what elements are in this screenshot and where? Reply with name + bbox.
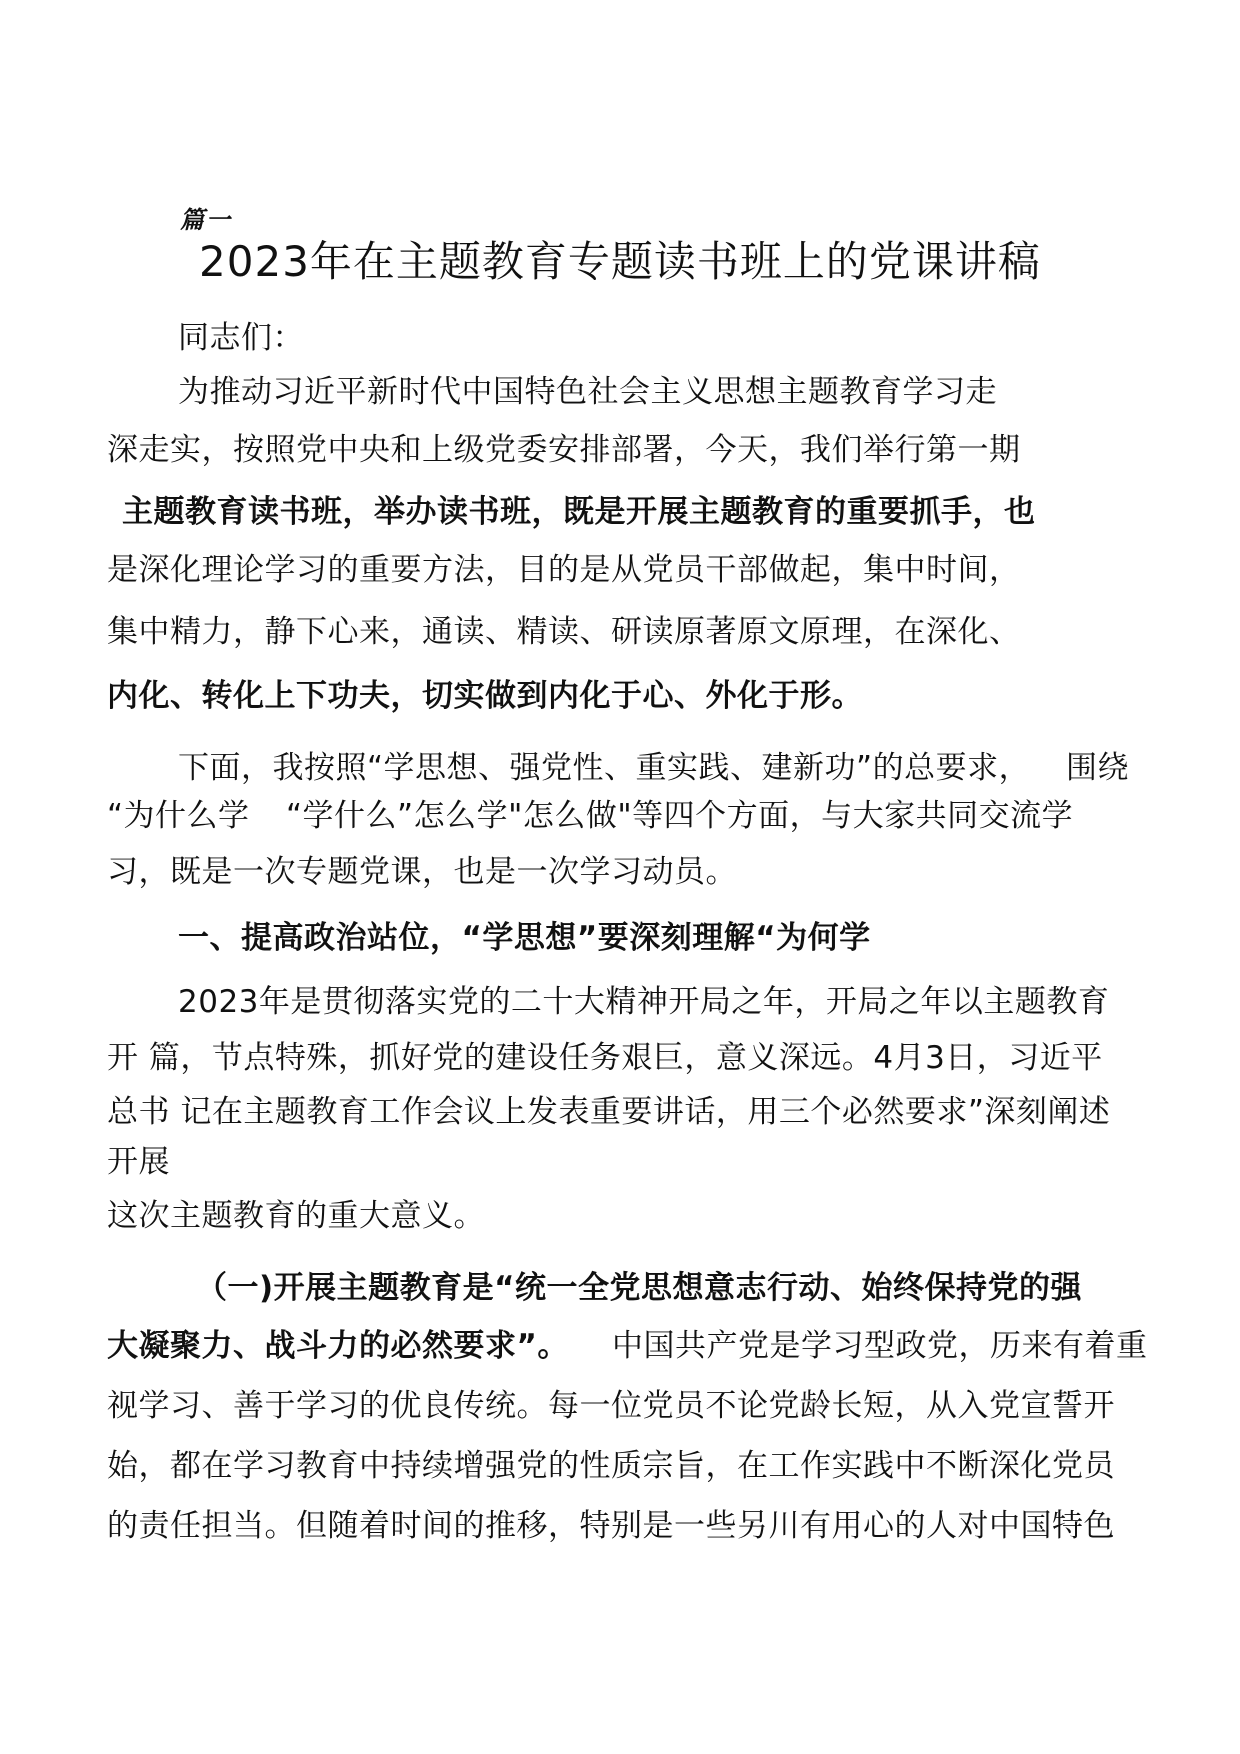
paragraph-line: “学什么”怎么学"怎么做"等四个方面，与大家共同交流学 xyxy=(286,798,1074,834)
paragraph-line: 这次主题教育的重大意义。 xyxy=(107,1198,485,1234)
paragraph-line: 深走实，按照党中央和上级党委安排部署，今天，我们举行第一期 xyxy=(107,432,1021,468)
paragraph-line: 围绕 xyxy=(1066,750,1129,786)
paragraph-line: 为推动习近平新时代中国特色社会主义思想主题教育学习走 xyxy=(178,374,997,410)
paragraph-line: 总书 记在主题教育工作会议上发表重要讲话，用三个必然要求”深刻阐述 xyxy=(107,1094,1111,1130)
document-title: 2023年在主题教育专题读书班上的党课讲稿 xyxy=(199,237,1041,286)
paragraph-line: 的责任担当。但随着时间的推移，特别是一些另川有用心的人对中国特色 xyxy=(107,1508,1115,1544)
paragraph-line: 习，既是一次专题党课，也是一次学习动员。 xyxy=(107,854,737,890)
paragraph-line: 是深化理论学习的重要方法，目的是从党员干部做起，集中时间， xyxy=(107,552,1021,588)
paragraph-line: 2023年是贯彻落实党的二十大精神开局之年，开局之年以主题教育 xyxy=(178,984,1110,1020)
paragraph-line: 中国共产党是学习型政党，历来有着重 xyxy=(612,1328,1148,1364)
paragraph-line: 开 篇，节点特殊，抓好党的建设任务艰巨，意义深远。4月3日，习近平 xyxy=(107,1040,1103,1076)
paragraph-line-bold: 主题教育读书班，举办读书班，既是开展主题教育的重要抓手，也 xyxy=(122,494,1036,530)
paragraph-line-bold: 大凝聚力、战斗力的必然要求”。 xyxy=(107,1328,569,1364)
paragraph-line: 始，都在学习教育中持续增强党的性质宗旨，在工作实践中不断深化党员 xyxy=(107,1448,1115,1484)
paragraph-line-bold: 内化、转化上下功夫，切实做到内化于心、外化于形。 xyxy=(107,678,863,714)
paragraph-line: “为什么学 xyxy=(107,798,250,834)
section-heading: 一、提高政治站位，“学思想”要深刻理解“为何学 xyxy=(178,920,871,956)
paragraph-line-bold: （一)开展主题教育是“统一全党思想意志行动、始终保持党的强 xyxy=(196,1270,1083,1306)
paragraph-line: 开展 xyxy=(107,1144,170,1180)
paragraph-line: 下面，我按照“学思想、强党性、重实践、建新功”的总要求， xyxy=(178,750,1031,786)
salutation: 同志们： xyxy=(178,320,304,356)
paragraph-line: 视学习、善于学习的优良传统。每一位党员不论党龄长短，从入党宣誓开 xyxy=(107,1388,1115,1424)
paragraph-line: 集中精力，静下心来，通读、精读、研读原著原文原理，在深化、 xyxy=(107,614,1021,650)
section-kicker: 篇一 xyxy=(180,205,232,234)
